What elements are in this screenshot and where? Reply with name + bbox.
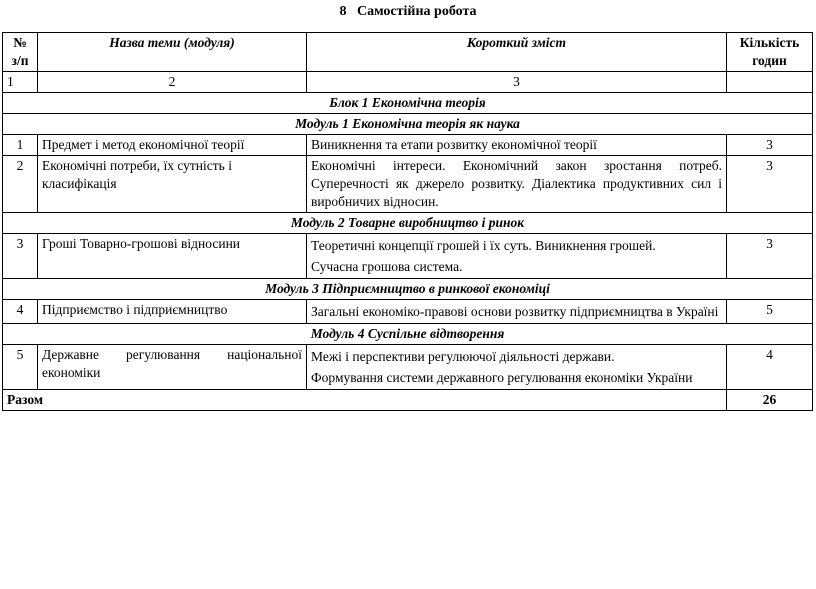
row-content <box>307 156 727 213</box>
row-content <box>307 300 727 324</box>
module-title: Модуль 3 Підприємництво в ринкової економіці <box>3 279 813 300</box>
header-content: Короткий зміст <box>307 33 727 72</box>
block-title: Блок 1 Економічна теорія <box>3 93 813 114</box>
row-topic: Державне регулювання національної економіки <box>38 345 307 390</box>
table-row <box>3 345 813 390</box>
module-row <box>3 279 813 300</box>
row-hours: 5 <box>727 300 813 324</box>
index-cell: 2 <box>38 72 307 93</box>
content-line: Економічні інтереси. Економічний закон зростання потреб. Суперечності як джерело розвитку. Діалектика продуктивних сил і виробничих відносин. <box>311 158 722 209</box>
content-line: Виникнення та етапи розвитку економічної теорії <box>311 137 597 152</box>
module-title: Модуль 2 Товарне виробництво і ринок <box>3 213 813 234</box>
table-row <box>3 234 813 279</box>
total-hours: 26 <box>727 390 813 411</box>
content-line: Загальні економіко-правові основи розвитку підприємництва в Україні <box>311 304 719 319</box>
module-row <box>3 324 813 345</box>
independent-work-table <box>2 32 813 411</box>
row-hours: 4 <box>727 345 813 390</box>
page-title: 8 Самостійна робота <box>339 4 477 19</box>
header-num: № з/п <box>3 33 38 72</box>
table-row <box>3 156 813 213</box>
table-row <box>3 300 813 324</box>
index-cell <box>727 72 813 93</box>
table-header-row <box>3 33 813 72</box>
module-title: Модуль 4 Суспільне відтворення <box>3 324 813 345</box>
row-hours: 3 <box>727 234 813 279</box>
row-num: 3 <box>3 234 38 279</box>
row-hours: 3 <box>727 135 813 156</box>
row-topic: Економічні потреби, їх сутність і класифікація <box>38 156 307 213</box>
row-topic: Підприємство і підприємництво <box>38 300 307 324</box>
module-title: Модуль 1 Економічна теорія як наука <box>3 114 813 135</box>
content-line: Межі і перспективи регулюючої діяльності держави. <box>311 349 615 364</box>
row-content <box>307 234 727 279</box>
content-line: Теоретичні концепції грошей і їх суть. Виникнення грошей. <box>311 238 656 253</box>
content-line: Сучасна грошова система. <box>311 259 463 274</box>
module-row <box>3 213 813 234</box>
header-hours: Кількість годин <box>727 33 813 72</box>
block-row <box>3 93 813 114</box>
table-row <box>3 135 813 156</box>
index-row <box>3 72 813 93</box>
row-num: 2 <box>3 156 38 213</box>
index-cell: 1 <box>3 72 38 93</box>
row-num: 5 <box>3 345 38 390</box>
row-content <box>307 345 727 390</box>
header-topic: Назва теми (модуля) <box>38 33 307 72</box>
row-content <box>307 135 727 156</box>
module-row <box>3 114 813 135</box>
row-num: 4 <box>3 300 38 324</box>
row-hours: 3 <box>727 156 813 213</box>
content-line: Формування системи державного регулювання економіки України <box>311 370 693 385</box>
row-topic: Гроші Товарно-грошові відносини <box>38 234 307 279</box>
total-row <box>3 390 813 411</box>
row-num: 1 <box>3 135 38 156</box>
row-topic: Предмет і метод економічної теорії <box>38 135 307 156</box>
index-cell: 3 <box>307 72 727 93</box>
total-label: Разом <box>3 390 727 411</box>
